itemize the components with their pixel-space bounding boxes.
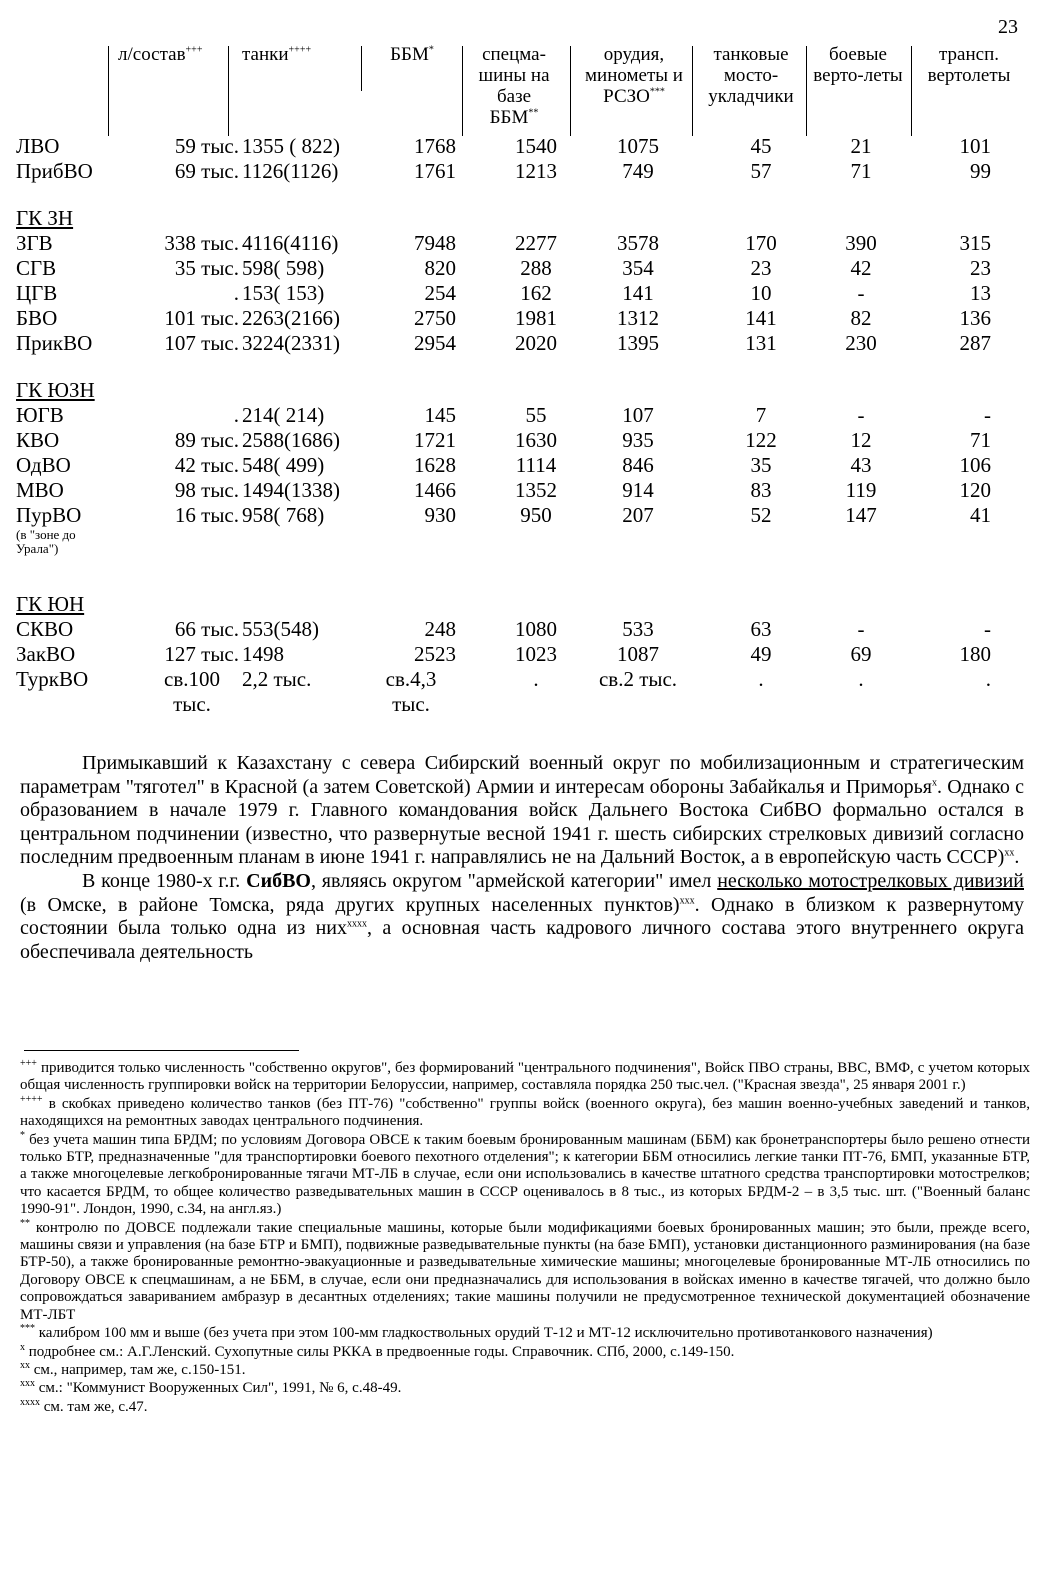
cell-tanks: 1355 ( 822) bbox=[242, 134, 340, 158]
group-title: ГК ЮЗН bbox=[16, 378, 95, 402]
cell-bbm: 2523 bbox=[414, 642, 456, 666]
cell-bridge: 49 bbox=[750, 642, 772, 666]
col-header-transport-heli: трансп. вертолеты bbox=[927, 44, 1011, 86]
footnote bbox=[20, 1325, 1030, 1342]
col-header-personnel: л/состав+++ bbox=[118, 44, 203, 65]
cell-guns: 1312 bbox=[617, 306, 659, 330]
cell-bridge: 141 bbox=[745, 306, 777, 330]
cell-personnel: 69 тыс. bbox=[174, 159, 239, 183]
row-name: ПурВО bbox=[16, 503, 82, 527]
cell-combat: 21 bbox=[850, 134, 872, 158]
row-name: ОдВО bbox=[16, 453, 71, 477]
cell-combat: 230 bbox=[845, 331, 877, 355]
cell-combat: 42 bbox=[850, 256, 872, 280]
cell-bbm: 1628 bbox=[414, 453, 456, 477]
cell-bbm: 248 bbox=[424, 617, 456, 641]
cell-bbm: 254 bbox=[424, 281, 456, 305]
cell-personnel: св.100 тыс. bbox=[164, 667, 220, 716]
data-table bbox=[16, 44, 1026, 717]
row-name: ПрикВО bbox=[16, 331, 93, 355]
footnotes bbox=[20, 1060, 1030, 1417]
table-row bbox=[16, 453, 1026, 478]
cell-transport: . bbox=[985, 667, 991, 691]
cell-tanks: 1498 bbox=[242, 642, 284, 666]
col-header-bbm: ББМ* bbox=[390, 44, 434, 65]
cell-transport: - bbox=[984, 617, 991, 641]
paragraph-1: Примыкавший к Казахстану с севера Сибирский военный округ по мобилизационным и стратегическим параметрам "тяготел" в Красной (а затем Советской) Армии и интересам обороны Забайкалья и Приморья$^x$. Однако с образованием в начале 1979 г. Главного командования войск Дальнего Востока СибВО формально остался в центральном подчинении (известно, что развернутые весной 1941 г. шесть сибирских стрелковых дивизий согласно последним предвоенным планам в июне 1941 г. направлялись не на Дальний Восток, а в европейскую часть СССР)$^{xx}$. bbox=[20, 752, 1025, 869]
table-row bbox=[16, 428, 1026, 453]
cell-transport: 136 bbox=[959, 306, 991, 330]
row-name: БВО bbox=[16, 306, 58, 330]
cell-transport: 23 bbox=[970, 256, 991, 280]
cell-spec: . bbox=[533, 667, 539, 691]
group-title: ГК ЮН bbox=[16, 592, 85, 616]
cell-combat: - bbox=[857, 617, 865, 641]
cell-personnel: 338 тыс. bbox=[164, 231, 239, 255]
footnote-text: в скобках приведено количество танков (без ПТ-76) "собственно" группы войск (военного округа), без машин военно-учебных заведений и танков, находящихся на ремонтных заводах центрального подчинения. bbox=[20, 1095, 1031, 1130]
cell-tanks: 4116(4116) bbox=[242, 231, 339, 255]
table-row bbox=[16, 642, 1026, 667]
cell-spec: 1114 bbox=[515, 453, 557, 477]
cell-transport: 101 bbox=[959, 134, 991, 158]
cell-bbm: 1761 bbox=[414, 159, 456, 183]
footnote-mark: x bbox=[20, 1341, 25, 1353]
cell-guns: 935 bbox=[622, 428, 654, 452]
cell-transport: 41 bbox=[970, 503, 991, 527]
row-name: ЗГВ bbox=[16, 231, 53, 255]
table-row bbox=[16, 231, 1026, 256]
cell-bbm: 930 bbox=[424, 503, 456, 527]
table-row bbox=[16, 667, 1026, 717]
footnote-mark: ** bbox=[20, 1217, 30, 1229]
cell-spec: 162 bbox=[520, 281, 552, 305]
footnote bbox=[20, 1359, 1030, 1379]
cell-spec: 1981 bbox=[515, 306, 557, 330]
footnote bbox=[20, 1217, 1030, 1324]
body-text bbox=[20, 752, 1024, 964]
table-row bbox=[16, 134, 1026, 159]
col-header-combat-heli: боевые верто-леты bbox=[813, 44, 903, 86]
col-header-guns: орудия, минометы и РСЗО*** bbox=[585, 44, 683, 107]
row-name: ЮГВ bbox=[16, 403, 64, 427]
col-header-spec: спецма-шины на базе ББМ** bbox=[478, 44, 550, 128]
footnote-text: калибром 100 мм и выше (без учета при этом 100-мм гладкоствольных орудий Т-12 и МТ-12 исключительно противотанкового назначения) bbox=[38, 1325, 933, 1342]
cell-transport: 71 bbox=[970, 428, 991, 452]
table-row bbox=[16, 306, 1026, 331]
table-body bbox=[16, 134, 1026, 717]
cell-spec: 950 bbox=[520, 503, 552, 527]
table-row bbox=[16, 281, 1026, 306]
cell-personnel: 127 тыс. bbox=[164, 642, 239, 666]
cell-transport: 120 bbox=[959, 478, 991, 502]
cell-personnel: . bbox=[233, 281, 239, 305]
footnote-text: контролю по ДОВСЕ подлежали такие специальные машины, которые были модификациями боевых бронированных машин; это были, прежде всего, машины связи и управления (на базе БТР и БМП), подвижные разведывательные пункты (на базе БМП), установки дистанционного разминирования (на базе БТР-50), а также бронированные ремонтно-эвакуационные и разведывательные химические машины; многоцелевые бронированные МТ-ЛБ относились по Договору ОВСЕ к спецмашинам, а не ББМ, в случае, если они предназначались для использования в войсках именно в качестве тягачей, что должно было сопровождаться завариванием амбразур в десантных отделениях; такие машины получили не предусмотренное технической документацией обозначение МТ-ЛБТ bbox=[20, 1219, 1030, 1323]
footnote-text: см. там же, с.47. bbox=[43, 1398, 148, 1415]
row-name: ТуркВО bbox=[16, 667, 89, 691]
cell-bridge: 170 bbox=[745, 231, 777, 255]
cell-personnel: 89 тыс. bbox=[174, 428, 239, 452]
footnote-text: подробнее см.: А.Г.Ленский. Сухопутные силы РККА в предвоенные годы. Справочник. СПб, 2000, с.149-150. bbox=[28, 1343, 735, 1360]
cell-guns: 1395 bbox=[617, 331, 659, 355]
paragraph-2: В конце 1980-х г.г. СибВО, являясь округом "армейской категории" имел несколько мотострелковых дивизий (в Омске, в районе Томска, ряда других крупных населенных пунктов)$^{xxx}$. Однако в близком к развернутому состоянии была только одна из них$^{xxxx}$, а основная часть кадрового личного состава этого внутреннего округа обеспечивала деятельность bbox=[20, 869, 1024, 963]
cell-personnel: 42 тыс. bbox=[174, 453, 239, 477]
cell-guns: 141 bbox=[622, 281, 654, 305]
cell-personnel: 98 тыс. bbox=[174, 478, 239, 502]
col-header-bridge: танковые мосто-укладчики bbox=[708, 44, 794, 107]
cell-combat: 12 bbox=[850, 428, 872, 452]
table-row bbox=[16, 159, 1026, 184]
cell-bridge: 7 bbox=[755, 403, 767, 427]
cell-transport: - bbox=[984, 403, 991, 427]
row-name: ЛВО bbox=[16, 134, 60, 158]
cell-bbm: 1466 bbox=[414, 478, 456, 502]
cell-combat: 147 bbox=[845, 503, 877, 527]
footnote bbox=[20, 1129, 1031, 1219]
footnote-mark: *** bbox=[20, 1323, 35, 1335]
cell-personnel: 59 тыс. bbox=[174, 134, 239, 158]
table-row bbox=[16, 331, 1026, 356]
group-title: ГК ЗН bbox=[16, 206, 74, 230]
footnote bbox=[20, 1396, 1030, 1416]
cell-combat: 390 bbox=[845, 231, 877, 255]
cell-bbm: св.4,3 тыс. bbox=[385, 667, 437, 716]
footnote-text: без учета машин типа БРДМ; по условиям Договора ОВСЕ к таким боевым бронированным машинам (ББМ) как бронетранспортеры было решено отнести только БТР, предназначенные "для транспортировки боевого пехотного отделения"; к категории ББМ относились легкие танки ПТ-76, БМП, указанные БТР, а также многоцелевые легкобронированные тягачи МТ-ЛБ в случае, если они использовались в качестве штатного средства транспортировки мотострелков; что касается БРДМ, то общее количество разведывательных машин в СССР оценивалось в 8 тыс., из которых БРДМ-2 – в 3,5 тыс. шт. ("Военный баланс 1990-91". Лондон, 1990, с.34, на англ.яз.) bbox=[20, 1131, 1031, 1218]
footnote-divider bbox=[24, 1050, 299, 1051]
table-row bbox=[16, 503, 1026, 528]
cell-spec: 1023 bbox=[515, 642, 557, 666]
cell-guns: 1075 bbox=[617, 134, 659, 158]
row-name: ЦГВ bbox=[16, 281, 58, 305]
cell-tanks: 1494(1338) bbox=[242, 478, 340, 502]
footnote bbox=[20, 1380, 1030, 1397]
cell-bridge: 52 bbox=[750, 503, 772, 527]
footnote bbox=[20, 1341, 1030, 1361]
table-row bbox=[16, 478, 1026, 503]
cell-spec: 2277 bbox=[515, 231, 557, 255]
cell-tanks: 3224(2331) bbox=[242, 331, 340, 355]
cell-spec: 288 bbox=[520, 256, 552, 280]
cell-guns: 914 bbox=[622, 478, 654, 502]
cell-spec: 1630 bbox=[515, 428, 557, 452]
cell-tanks: 1126(1126) bbox=[242, 159, 339, 183]
cell-bridge: 45 bbox=[750, 134, 772, 158]
cell-combat: 69 bbox=[850, 642, 872, 666]
cell-guns: 207 bbox=[622, 503, 654, 527]
cell-transport: 99 bbox=[970, 159, 991, 183]
cell-guns: 107 bbox=[622, 403, 654, 427]
cell-spec: 1352 bbox=[515, 478, 557, 502]
footnote-text: см.: "Коммунист Вооруженных Сил", 1991, № 6, с.48-49. bbox=[38, 1380, 402, 1397]
cell-bbm: 7948 bbox=[414, 231, 456, 255]
table-row bbox=[16, 617, 1026, 642]
cell-tanks: 553(548) bbox=[242, 617, 319, 641]
row-name: СГВ bbox=[16, 256, 57, 280]
cell-bbm: 2954 bbox=[414, 331, 456, 355]
cell-tanks: 2263(2166) bbox=[242, 306, 340, 330]
cell-personnel: 16 тыс. bbox=[174, 503, 239, 527]
cell-combat: 82 bbox=[850, 306, 872, 330]
cell-bridge: 131 bbox=[745, 331, 777, 355]
footnote-mark: xxxx bbox=[20, 1396, 40, 1408]
cell-guns: св.2 тыс. bbox=[598, 667, 678, 691]
cell-guns: 1087 bbox=[617, 642, 659, 666]
cell-tanks: 958( 768) bbox=[242, 503, 325, 527]
cell-spec: 1213 bbox=[515, 159, 557, 183]
row-name: ЗакВО bbox=[16, 642, 76, 666]
table-row bbox=[16, 256, 1026, 281]
footnote-mark: xx bbox=[20, 1359, 30, 1371]
cell-transport: 180 bbox=[959, 642, 991, 666]
table-header bbox=[16, 44, 1026, 134]
row-note: (в "зоне до Урала") bbox=[16, 527, 76, 556]
cell-bbm: 145 bbox=[424, 403, 456, 427]
footnote-text: приводится только численность "собственно округов", без формирований "центрального подчинения", Войск ПВО страны, ВВС, ВМФ, с учетом которых общая численность группировки войск на территории Белоруссии, например, составляла порядка 250 тыс.чел. ("Красная звезда", 25 января 2001 г.) bbox=[20, 1060, 1031, 1094]
cell-tanks: 2,2 тыс. bbox=[242, 667, 312, 691]
cell-personnel: 101 тыс. bbox=[164, 306, 239, 330]
cell-guns: 533 bbox=[622, 617, 654, 641]
cell-personnel: 107 тыс. bbox=[164, 331, 239, 355]
footnote-mark: xxx bbox=[20, 1378, 35, 1390]
footnote-text: см., например, там же, с.150-151. bbox=[33, 1361, 246, 1378]
row-name: МВО bbox=[16, 478, 64, 502]
cell-bridge: 35 bbox=[750, 453, 772, 477]
footnote-mark: * bbox=[20, 1129, 25, 1141]
footnote bbox=[20, 1060, 1030, 1095]
cell-spec: 1540 bbox=[515, 134, 557, 158]
cell-bridge: . bbox=[758, 667, 764, 691]
cell-guns: 3578 bbox=[617, 231, 659, 255]
cell-combat: 119 bbox=[845, 478, 877, 502]
cell-bridge: 122 bbox=[745, 428, 777, 452]
cell-transport: 287 bbox=[959, 331, 991, 355]
cell-tanks: 214( 214) bbox=[242, 403, 325, 427]
cell-bridge: 23 bbox=[750, 256, 772, 280]
row-name: КВО bbox=[16, 428, 60, 452]
cell-combat: 71 bbox=[850, 159, 872, 183]
cell-spec: 1080 bbox=[515, 617, 557, 641]
cell-tanks: 2588(1686) bbox=[242, 428, 340, 452]
row-name: СКВО bbox=[16, 617, 74, 641]
table-row bbox=[16, 403, 1026, 428]
cell-tanks: 548( 499) bbox=[242, 453, 325, 477]
cell-spec: 55 bbox=[525, 403, 547, 427]
footnote-mark: +++ bbox=[20, 1058, 37, 1069]
cell-tanks: 598( 598) bbox=[242, 256, 325, 280]
cell-bridge: 57 bbox=[750, 159, 772, 183]
cell-combat: . bbox=[858, 667, 864, 691]
row-name: ПрибВО bbox=[16, 159, 93, 183]
footnote bbox=[20, 1093, 1031, 1131]
cell-personnel: . bbox=[233, 403, 239, 427]
cell-bridge: 10 bbox=[750, 281, 772, 305]
cell-transport: 106 bbox=[959, 453, 991, 477]
cell-personnel: 66 тыс. bbox=[174, 617, 239, 641]
page-number: 23 bbox=[998, 16, 1018, 38]
cell-guns: 749 bbox=[622, 159, 654, 183]
cell-bbm: 1768 bbox=[414, 134, 456, 158]
col-header-tanks: танки++++ bbox=[242, 44, 312, 65]
cell-bbm: 820 bbox=[424, 256, 456, 280]
cell-personnel: 35 тыс. bbox=[174, 256, 239, 280]
cell-bbm: 1721 bbox=[414, 428, 456, 452]
cell-guns: 354 bbox=[622, 256, 654, 280]
cell-bridge: 63 bbox=[750, 617, 772, 641]
cell-spec: 2020 bbox=[515, 331, 557, 355]
cell-combat: - bbox=[857, 403, 865, 427]
cell-bridge: 83 bbox=[750, 478, 772, 502]
footnote-mark: ++++ bbox=[20, 1093, 43, 1105]
cell-tanks: 153( 153) bbox=[242, 281, 325, 305]
cell-bbm: 2750 bbox=[414, 306, 456, 330]
cell-combat: - bbox=[857, 281, 865, 305]
cell-combat: 43 bbox=[850, 453, 872, 477]
cell-guns: 846 bbox=[622, 453, 654, 477]
cell-transport: 315 bbox=[959, 231, 991, 255]
cell-transport: 13 bbox=[970, 281, 991, 305]
